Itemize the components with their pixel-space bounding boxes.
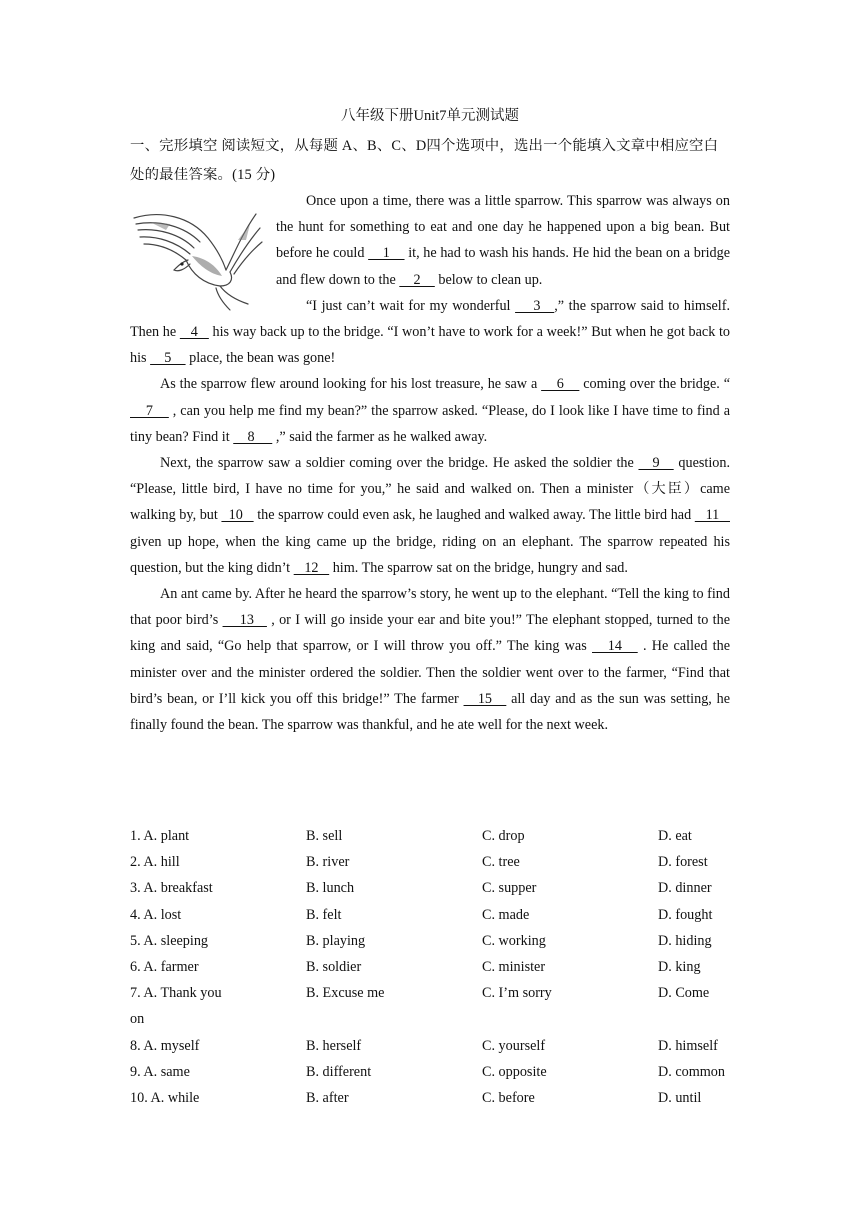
- paragraph-3: As the sparrow flew around looking for his lost treasure, he saw a 6 coming over the bridge. “ 7 , can you help me find my bean?” the sparrow asked. “Please, do I look like I have time to find a tiny bean? Find it 8 ,” said the farmer as he walked away.: [130, 376, 730, 445]
- option-d: D. hiding: [658, 932, 712, 949]
- blank-9: 9: [638, 455, 674, 472]
- question-row: [130, 823, 730, 849]
- blank-5: 5: [150, 350, 186, 367]
- option-c: C. opposite: [482, 1063, 547, 1080]
- paragraph-5: An ant came by. After he heard the sparrow’s story, he went up to the elephant. “Tell the king to find that poor bird’s 13 , or I will go inside your ear and bite you!” The elephant stopped, turned to the king and said, “Go help that sparrow, or I will throw you off.” The king was 14 . He called the minister over and the minister ordered the soldier. Then the soldier went over to the farmer, “Find that bird’s bean, or I’ll kick you off this bridge!” The farmer 15 all day and as the sun was setting, he finally found the bean. The sparrow was thankful, and he ate well for the next week.: [130, 586, 731, 734]
- answer-options: [130, 823, 730, 1111]
- page-title: 八年级下册Unit7单元测试题: [340, 108, 520, 124]
- option-d: D. forest: [658, 854, 708, 871]
- question-row: [130, 928, 730, 954]
- blank-14: 14: [592, 638, 638, 655]
- option-a: 1. A. plant: [130, 828, 190, 844]
- option-b: B. soldier: [306, 958, 362, 975]
- option-a: 3. A. breakfast: [130, 880, 213, 897]
- option-b: B. playing: [306, 932, 366, 949]
- option-a: 6. A. farmer: [130, 958, 199, 975]
- blank-10: 10: [221, 507, 254, 524]
- option-a: 7. A. Thank you: [130, 985, 222, 1002]
- option-d: D. eat: [658, 828, 692, 844]
- option-a: 8. A. myself: [130, 1037, 200, 1054]
- question-row: [130, 1059, 730, 1085]
- blank-13: 13: [222, 612, 267, 629]
- option-a: 5. A. sleeping: [130, 932, 209, 949]
- blank-15: 15: [463, 690, 507, 707]
- option-b: B. felt: [306, 906, 342, 923]
- option-d: D. king: [658, 958, 701, 975]
- option-a: 4. A. lost: [130, 906, 182, 923]
- blank-12: 12: [293, 559, 330, 576]
- blank-7: 7: [130, 402, 169, 419]
- question-row: [130, 849, 730, 875]
- option-d: D. Come: [658, 985, 710, 1002]
- blank-2: 2: [399, 271, 435, 288]
- option-d: D. common: [658, 1063, 725, 1080]
- blank-6: 6: [541, 376, 580, 393]
- option-a: 2. A. hill: [130, 854, 180, 871]
- option-b: B. herself: [306, 1037, 362, 1054]
- option-wrap-text: on: [130, 1011, 145, 1028]
- option-d: D. himself: [658, 1037, 718, 1054]
- option-d: D. dinner: [658, 880, 712, 897]
- cloze-passage: [130, 188, 730, 738]
- option-c: C. made: [482, 906, 530, 923]
- option-a: 9. A. same: [130, 1063, 190, 1080]
- blank-11: 11: [694, 507, 730, 524]
- question-row: [130, 1033, 730, 1059]
- blank-3: 3: [515, 297, 555, 314]
- paragraph-4: Next, the sparrow saw a soldier coming over the bridge. He asked the soldier the 9 question. “Please, little bird, I have no time for you,” he said and walked on. Then a minister（大臣）came walking by, but 10 the sparrow could even ask, he laughed and walked away. The little bird had 11 given up hope, when the king came up the bridge, riding on an elephant. The sparrow repeated his question, but the king didn’t 12 him. The sparrow sat on the bridge, hungry and sad.: [130, 455, 730, 576]
- paragraph-1: Once upon a time, there was a little sparrow. This sparrow was always on the hunt for something to eat and one day he happened upon a big bean. But before he could 1 it, he had to wash his hands. He hid the bean on a bridge and flew down to the 2 below to clean up.: [276, 193, 731, 288]
- option-b: B. different: [306, 1063, 372, 1080]
- option-c: C. minister: [482, 958, 546, 975]
- option-d: D. until: [658, 1089, 702, 1106]
- blank-8: 8: [233, 428, 273, 445]
- question-row: [130, 954, 730, 980]
- option-c: C. supper: [482, 880, 537, 897]
- option-c: C. before: [482, 1089, 535, 1106]
- question-row: [130, 875, 730, 901]
- option-c: C. I’m sorry: [482, 985, 552, 1002]
- option-b: B. Excuse me: [306, 985, 385, 1002]
- option-b: B. after: [306, 1089, 349, 1106]
- option-a: 10. A. while: [130, 1089, 200, 1106]
- paragraph-2: “I just can’t wait for my wonderful 3 ,” the sparrow said to himself. Then he 4 his way back up to the bridge. “I won’t have to work for a week!” But when he got back to his 5 place, the bean was gone!: [130, 297, 731, 367]
- option-b: B. lunch: [306, 880, 355, 897]
- option-c: C. working: [482, 932, 546, 949]
- blank-1: 1: [368, 245, 405, 262]
- question-row: [130, 980, 730, 1006]
- option-c: C. tree: [482, 854, 520, 871]
- option-c: C. drop: [482, 828, 525, 844]
- option-d: D. fought: [658, 906, 713, 923]
- sparrow-illustration: [130, 200, 266, 312]
- option-b: B. sell: [306, 828, 343, 844]
- question-row: [130, 1085, 730, 1111]
- question-row: [130, 902, 730, 928]
- option-c: C. yourself: [482, 1037, 546, 1054]
- blank-4: 4: [179, 324, 209, 341]
- option-b: B. river: [306, 854, 350, 871]
- section-instruction: 一、完形填空 阅读短文，从每题 A、B、C、D四个选项中，选出一个能填入文章中相应空白处的最佳答案。(15 分): [130, 138, 719, 183]
